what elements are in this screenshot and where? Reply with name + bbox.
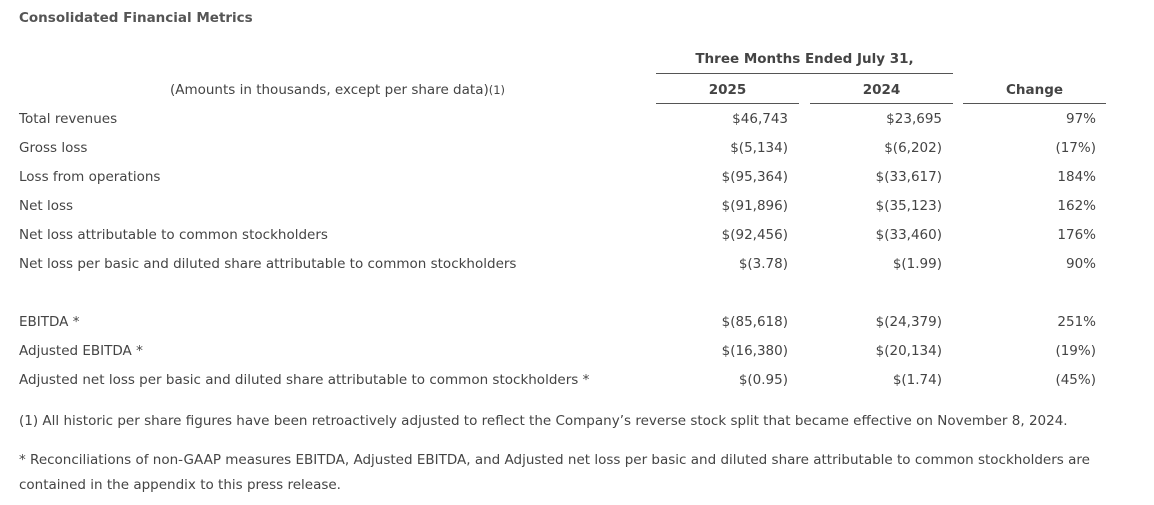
- value-2025: $(3.78): [738, 256, 788, 272]
- value-2025: $46,743: [732, 111, 788, 127]
- value-2024: $(33,460): [875, 227, 942, 243]
- table-row: [0, 369, 1154, 398]
- table-row: [0, 311, 1154, 340]
- value-change: (45%): [1055, 372, 1096, 388]
- column-header-change: Change: [1005, 82, 1064, 98]
- table-row: [0, 166, 1154, 195]
- footnote-non-gaap: * Reconciliations of non-GAAP measures EBITDA, Adjusted EBITDA, and Adjusted net loss per basic and diluted share attributable to common stockholders are contained in the appendix to this press release.: [19, 452, 1090, 493]
- value-change: 97%: [1065, 111, 1096, 127]
- value-2024: $(35,123): [875, 198, 942, 214]
- value-2025: $(16,380): [721, 343, 788, 359]
- period-header: Three Months Ended July 31,: [695, 51, 914, 67]
- value-change: (19%): [1055, 343, 1096, 359]
- value-change: 162%: [1057, 198, 1096, 214]
- period-header-rule: [656, 73, 953, 74]
- row-label: Total revenues: [19, 111, 118, 127]
- value-2024: $(20,134): [875, 343, 942, 359]
- value-2025: $(0.95): [738, 372, 788, 388]
- row-label: Net loss per basic and diluted share attributable to common stockholders: [19, 256, 517, 272]
- value-2025: $(92,456): [721, 227, 788, 243]
- amounts-note: [150, 82, 525, 98]
- value-2024: $(1.74): [892, 372, 942, 388]
- value-2024: $(24,379): [875, 314, 942, 330]
- value-change: 90%: [1065, 256, 1096, 272]
- column-rule-2024: [810, 103, 953, 104]
- value-change: (17%): [1055, 140, 1096, 156]
- row-label: Adjusted EBITDA *: [19, 343, 143, 359]
- value-2025: $(91,896): [721, 198, 788, 214]
- value-change: 251%: [1057, 314, 1096, 330]
- value-change: 176%: [1057, 227, 1096, 243]
- row-label: Net loss attributable to common stockholders: [19, 227, 328, 243]
- table-row: [0, 340, 1154, 369]
- column-rule-2025: [656, 103, 799, 104]
- table-row: [0, 137, 1154, 166]
- footnote-reverse-split: (1) All historic per share figures have been retroactively adjusted to reflect the Company’s reverse stock split that became effective on November 8, 2024.: [19, 413, 1068, 429]
- page-title: Consolidated Financial Metrics: [19, 10, 253, 26]
- row-label: Net loss: [19, 198, 74, 214]
- amounts-footnote-mark: (1): [488, 83, 506, 97]
- value-2024: $(6,202): [884, 140, 942, 156]
- value-2025: $(5,134): [730, 140, 788, 156]
- value-2024: $(1.99): [892, 256, 942, 272]
- column-header-2025: 2025: [708, 82, 747, 98]
- column-rule-change: [963, 103, 1106, 104]
- row-label: EBITDA *: [19, 314, 80, 330]
- table-row: [0, 195, 1154, 224]
- value-2025: $(85,618): [721, 314, 788, 330]
- amounts-note-text: (Amounts in thousands, except per share data): [169, 82, 489, 98]
- column-header-2024: 2024: [862, 82, 901, 98]
- table-row: [0, 253, 1154, 282]
- value-2025: $(95,364): [721, 169, 788, 185]
- row-label: Adjusted net loss per basic and diluted share attributable to common stockholders *: [19, 372, 590, 388]
- value-2024: $23,695: [886, 111, 942, 127]
- row-label: Gross loss: [19, 140, 88, 156]
- table-row: [0, 108, 1154, 137]
- value-change: 184%: [1057, 169, 1096, 185]
- value-2024: $(33,617): [875, 169, 942, 185]
- table-row: [0, 224, 1154, 253]
- row-label: Loss from operations: [19, 169, 161, 185]
